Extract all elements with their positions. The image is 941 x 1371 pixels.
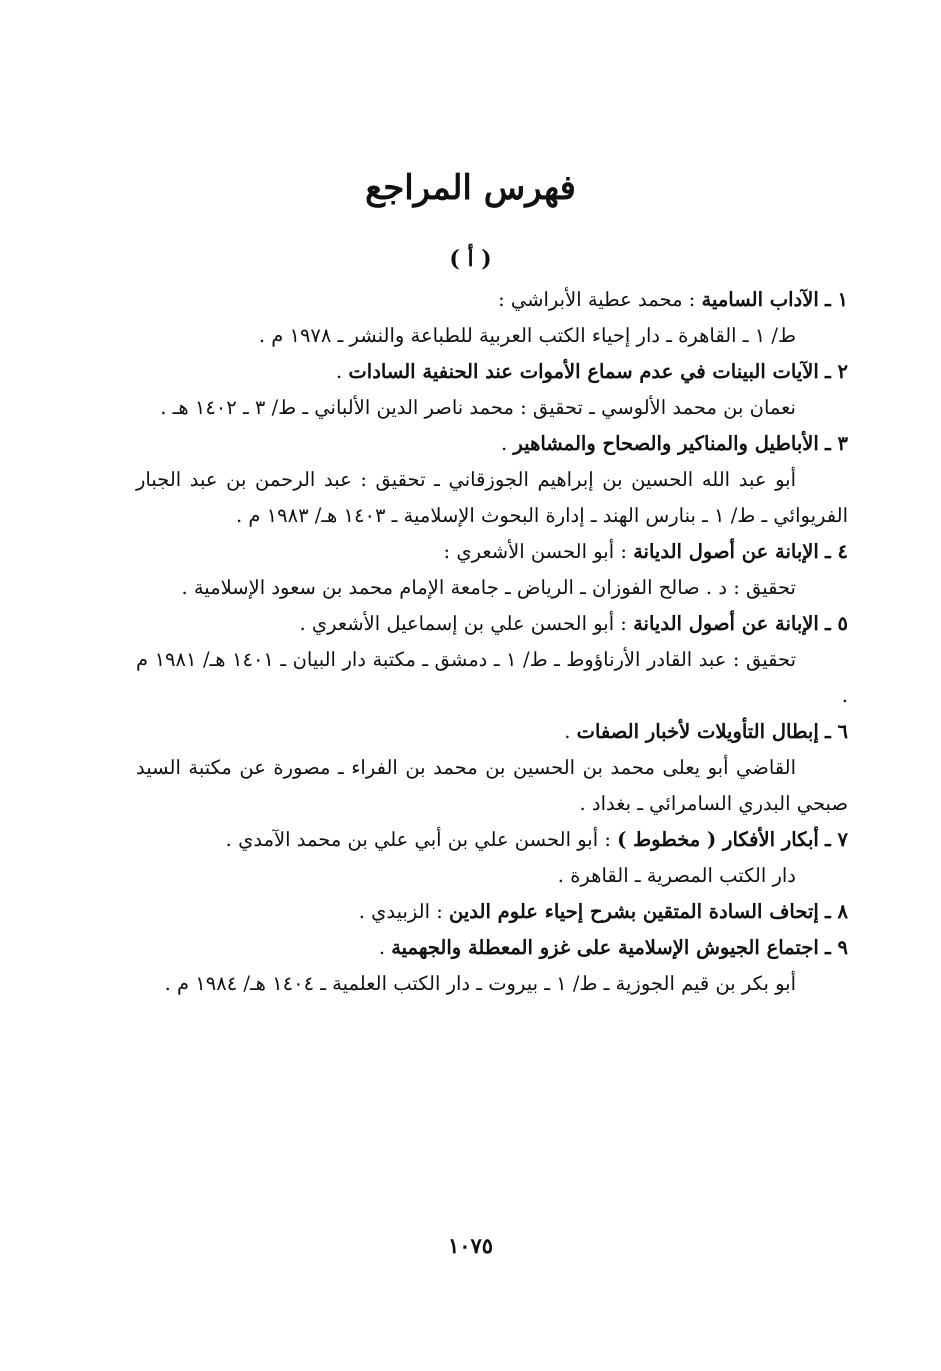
references-list <box>136 282 848 1002</box>
entry-author: : أبو الحسن الأشعري : <box>443 540 634 563</box>
entry-title: الآيات البينات في عدم سماع الأموات عند الحنفية السادات <box>348 360 819 383</box>
reference-entry-1 <box>136 282 848 354</box>
entry-title: أبكار الأفكار ( مخطوط ) <box>617 828 819 851</box>
entry-title: إبطال التأويلات لأخبار الصفات <box>576 720 819 743</box>
entry-author: . <box>564 720 577 743</box>
reference-entry-9 <box>136 930 848 1002</box>
entry-title: الإبانة عن أصول الديانة <box>633 612 819 635</box>
entry-details: نعمان بن محمد الألوسي ـ تحقيق : محمد ناصر الدين الألباني ـ ط/ ٣ ـ ١٤٠٢ هـ . <box>160 396 796 419</box>
entry-details: أبو عبد الله الحسين بن إبراهيم الجوزقاني ـ تحقيق : عبد الرحمن بن عبد الجبار الفريوائي ـ ط/ ١ ـ بنارس الهند ـ إدارة البحوث الإسلامية ـ ١٤٠٣ هـ/ ١٩٨٣ م . <box>136 468 848 527</box>
reference-entry-8 <box>136 894 848 930</box>
reference-entry-7 <box>136 822 848 894</box>
entry-title: إتحاف السادة المتقين بشرح إحياء علوم الدين <box>449 900 819 923</box>
page-number: ١٠٧٥ <box>447 1233 494 1258</box>
entry-details: القاضي أبو يعلى محمد بن الحسين بن محمد بن الفراء ـ مصورة عن مكتبة السيد صبحي البدري السامرائي ـ بغداد . <box>136 756 848 815</box>
entry-number: ٤ ـ <box>825 540 848 563</box>
reference-entry-2 <box>136 354 848 426</box>
entry-details: تحقيق : د . صالح الفوزان ـ الرياض ـ جامعة الإمام محمد بن سعود الإسلامية . <box>181 576 796 599</box>
entry-details: دار الكتب المصرية ـ القاهرة . <box>557 864 796 887</box>
reference-entry-3 <box>136 426 848 534</box>
entry-author: : الزبيدي . <box>358 900 450 923</box>
page-title: فهرس المراجع <box>365 168 576 208</box>
entry-number: ٧ ـ <box>825 828 848 851</box>
entry-title: الأباطيل والمناكير والصحاح والمشاهير <box>513 432 819 455</box>
entry-author: . <box>336 360 349 383</box>
entry-author: : أبو الحسن علي بن إسماعيل الأشعري . <box>299 612 634 635</box>
entry-title: اجتماع الجيوش الإسلامية على غزو المعطلة والجهمية <box>391 936 819 959</box>
entry-author: . <box>378 936 392 959</box>
entry-details: ط/ ١ ـ القاهرة ـ دار إحياء الكتب العربية للطباعة والنشر ـ ١٩٧٨ م . <box>258 324 796 347</box>
entry-number: ٣ ـ <box>825 432 848 455</box>
reference-entry-4 <box>136 534 848 606</box>
entry-title: الآداب السامية <box>701 288 819 311</box>
entry-author: . <box>501 432 514 455</box>
entry-details: تحقيق : عبد القادر الأرناؤوط ـ ط/ ١ ـ دمشق ـ مكتبة دار البيان ـ ١٤٠١ هـ/ ١٩٨١ م . <box>136 648 848 707</box>
reference-entry-5 <box>136 606 848 714</box>
entry-number: ١ ـ <box>825 288 848 311</box>
entry-details: أبو بكر بن قيم الجوزية ـ ط/ ١ ـ بيروت ـ دار الكتب العلمية ـ ١٤٠٤ هـ/ ١٩٨٤ م . <box>164 972 796 995</box>
reference-entry-6 <box>136 714 848 822</box>
entry-number: ٢ ـ <box>825 360 848 383</box>
entry-number: ٩ ـ <box>825 936 848 959</box>
entry-number: ٥ ـ <box>825 612 848 635</box>
entry-author: : أبو الحسن علي بن أبي علي بن محمد الآمدي . <box>225 828 618 851</box>
entry-number: ٦ ـ <box>825 720 848 743</box>
section-letter-heading: ( أ ) <box>449 246 492 272</box>
entry-title: الإبانة عن أصول الديانة <box>633 540 819 563</box>
entry-number: ٨ ـ <box>825 900 848 923</box>
entry-author: : محمد عطية الأبراشي : <box>498 288 702 311</box>
